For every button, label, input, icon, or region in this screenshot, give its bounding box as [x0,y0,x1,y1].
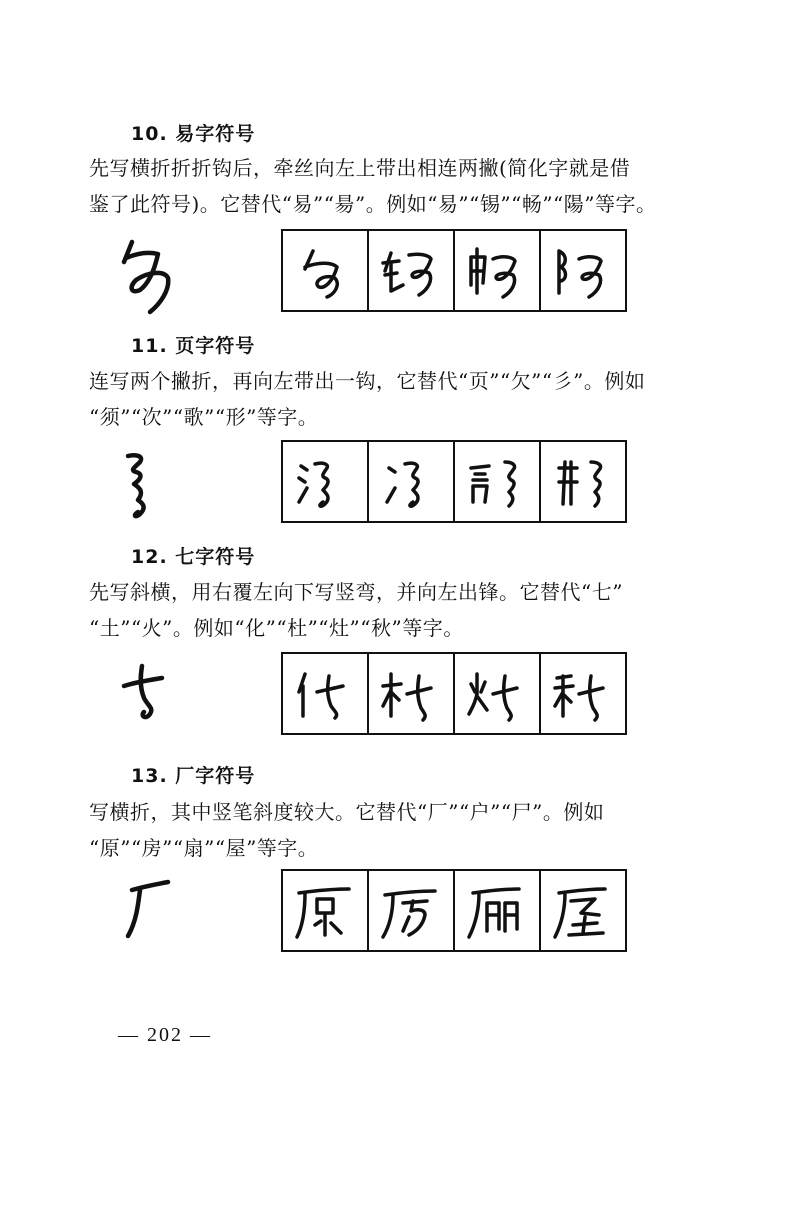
section-paragraph [89,363,699,435]
page-number: — 202 — [118,1024,212,1046]
example-cell [283,654,369,733]
example-cell [455,871,541,950]
example-grid [281,440,627,523]
paragraph-line: 连写两个撇折，再向左带出一钩，它替代“页”“欠”“彡”。例如 [89,369,646,393]
section-heading: 11. 页字符号 [131,335,256,357]
paragraph-line: “须”“次”“歌”“形”等字。 [89,405,319,429]
example-cell [369,231,455,310]
example-grid [281,652,627,735]
example-cell [541,442,625,521]
example-cell [455,654,541,733]
paragraph-line: 先写斜横，用右覆左向下写竖弯，并向左出锋。它替代“七” [89,580,623,604]
chang-symbol-handwritten [110,872,190,962]
qi-symbol-handwritten [110,654,190,744]
example-cell [369,442,455,521]
section-heading: 13. 厂字符号 [131,765,256,787]
example-grid [281,229,627,312]
example-cell [455,231,541,310]
example-cell [541,871,625,950]
section-paragraph [89,150,699,222]
example-cell [369,654,455,733]
section-heading: 12. 七字符号 [131,546,256,568]
paragraph-line: 鉴了此符号)。它替代“易”“昜”。例如“易”“锡”“畅”“陽”等字。 [89,192,657,216]
yi-symbol-handwritten [110,232,190,322]
paragraph-line: “土”“火”。例如“化”“杜”“灶”“秋”等字。 [89,616,464,640]
section-paragraph [89,574,699,646]
example-cell [455,442,541,521]
example-cell [283,871,369,950]
section-heading: 10. 易字符号 [131,123,256,145]
section-paragraph [89,794,699,866]
paragraph-line: “原”“房”“扇”“屋”等字。 [89,836,319,860]
paragraph-line: 先写横折折折钩后，牵丝向左上带出相连两撇(简化字就是借 [89,156,631,180]
example-cell [283,442,369,521]
example-cell [541,654,625,733]
example-grid [281,869,627,952]
paragraph-line: 写横折，其中竖笔斜度较大。它替代“厂”“户”“尸”。例如 [89,800,605,824]
example-cell [283,231,369,310]
example-cell [541,231,625,310]
example-cell [369,871,455,950]
ye-symbol-handwritten [110,444,190,534]
